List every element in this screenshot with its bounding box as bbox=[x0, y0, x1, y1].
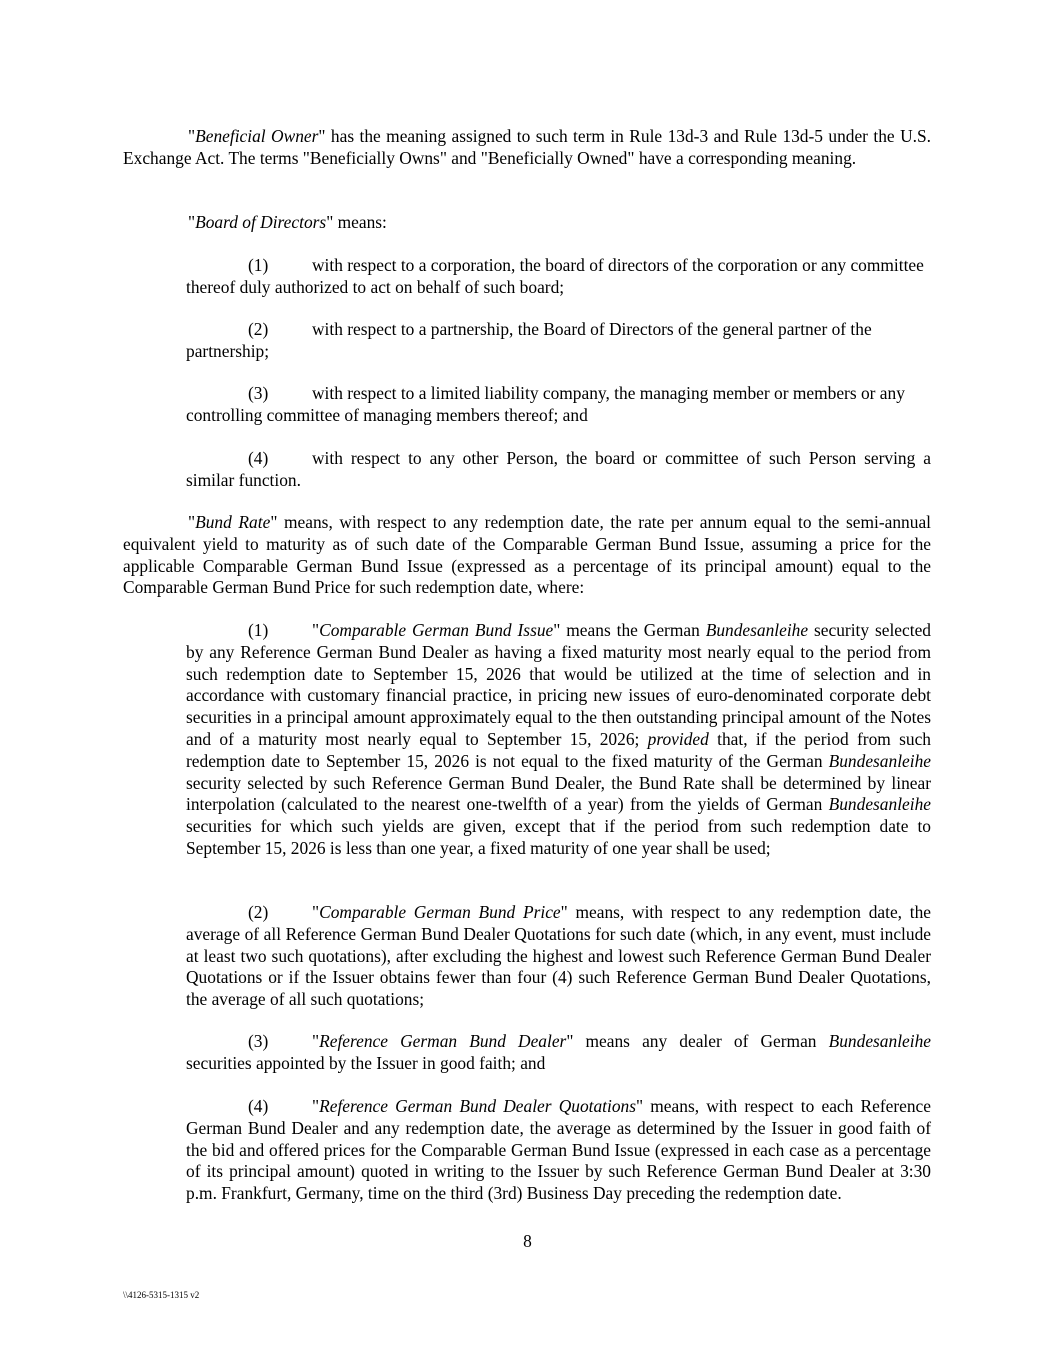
item-number: (3) bbox=[248, 1031, 269, 1051]
item-number: (3) bbox=[248, 383, 269, 403]
defined-term: Reference German Bund Dealer Quotations bbox=[319, 1096, 636, 1116]
item-number: (4) bbox=[248, 448, 269, 468]
definition-board-of-directors: "Board of Directors" means: bbox=[188, 212, 387, 232]
item-number: (1) bbox=[248, 620, 269, 640]
bund-item-2: (2) "Comparable German Bund Price" means, with respect to any redemption date, the average of all Reference German Bund Dealer Quotations for such date (which, in any event, must include at least two such quotations), after excluding the highest and lowest such Reference German Bund Dealer Quotations or if the Issuer obtains fewer than four (4) such Reference German Bund Dealer Quotations, the average of all such quotations; bbox=[186, 902, 931, 1010]
board-item-1 bbox=[186, 255, 931, 299]
defined-term: Comparable German Bund Issue bbox=[319, 620, 554, 640]
item-text: with respect to a partnership, the Board of Directors of the general partner of the partnership; bbox=[186, 319, 872, 361]
page-number: 8 bbox=[523, 1231, 532, 1251]
item-number: (2) bbox=[248, 902, 269, 922]
bund-item-4: (4) "Reference German Bund Dealer Quotations" means, with respect to each Reference German Bund Dealer and any redemption date, the average as determined by the Issuer in good faith of the bid and offered prices for the Comparable German Bund Issue (expressed in each case as a percentage of its principal amount) quoted in writing to the Issuer by such Reference German Bund Dealer at 3:30 p.m. Frankfurt, Germany, time on the third (3rd) Business Day preceding the redemption date. bbox=[186, 1096, 931, 1204]
item-text: " means, with respect to any redemption date, the average of all Reference German Bund Dealer Quotations for such date (which, in any event, must include at least two such quotations), after excluding the highest and lowest such Reference German Bund Dealer Quotations or if the Issuer obtains fewer than four (4) such Reference German Bund Dealer Quotations, the average of all such quotations; bbox=[186, 902, 931, 1010]
board-item-2 bbox=[186, 319, 931, 363]
defined-term: Comparable German Bund Price bbox=[319, 902, 561, 922]
item-text: with respect to any other Person, the board or committee of such Person serving a similar function. bbox=[186, 448, 931, 490]
defined-term: Beneficial Owner bbox=[195, 126, 319, 146]
bund-item-1: (1) "Comparable German Bund Issue" means the German Bundesanleihe security selected by any Reference German Bund Dealer as having a fixed maturity most nearly equal to the period from such redemption date to September 15, 2026 that would be utilized at the time of selection and in accordance with customary financial practice, in pricing new issues of euro-denominated corporate debt securities in a principal amount approximately equal to the then outstanding principal amount of the Notes and of a maturity most nearly equal to September 15, 2026; provided that, if the period from such redemption date to September 15, 2026 is not equal to the fixed maturity of the German Bundesanleihe security selected by such Reference German Bund Dealer, the Bund Rate shall be determined by linear interpolation (calculated to the nearest one-twelfth of a year) from the yields of German Bundesanleihe securities for which such yields are given, except that if the period from such redemption date to September 15, 2026 is less than one year, a fixed maturity of one year shall be used; bbox=[186, 620, 931, 858]
board-item-3 bbox=[186, 383, 931, 427]
board-item-4 bbox=[186, 448, 931, 492]
definition-text: " has the meaning assigned to such term in Rule 13d-3 and Rule 13d-5 under the U.S. Exchange Act. The terms "Beneficially Owns" and "Beneficially Owned" have a corresponding meaning. bbox=[123, 126, 931, 168]
item-number: (4) bbox=[248, 1096, 269, 1116]
definition-beneficial-owner: "Beneficial Owner" has the meaning assigned to such term in Rule 13d-3 and Rule 13d-5 under the U.S. Exchange Act. The terms "Beneficially Owns" and "Beneficially Owned" have a corresponding meaning. bbox=[123, 126, 931, 168]
item-text: " means, with respect to each Reference German Bund Dealer and any redemption date, the average as determined by the Issuer in good faith of the bid and offered prices for the Comparable German Bund Issue (expressed in each case as a percentage of its principal amount) quoted in writing to the Issuer by such Reference German Bund Dealer at 3:30 p.m. Frankfurt, Germany, time on the third (3rd) Business Day preceding the redemption date. bbox=[186, 1096, 931, 1204]
defined-term: Reference German Bund Dealer bbox=[319, 1031, 567, 1051]
defined-term: Bund Rate bbox=[195, 512, 271, 532]
definition-text: " means: bbox=[326, 212, 387, 232]
item-number: (1) bbox=[248, 255, 269, 275]
bund-item-3: (3) "Reference German Bund Dealer" means any dealer of German Bundesanleihe securities appointed by the Issuer in good faith; and bbox=[186, 1031, 931, 1073]
defined-term: Board of Directors bbox=[195, 212, 327, 232]
definition-bund-rate: "Bund Rate" means, with respect to any redemption date, the rate per annum equal to the semi-annual equivalent yield to maturity as of such date of the Comparable German Bund Issue, assuming a price for the applicable Comparable German Bund Issue (expressed as a percentage of its principal amount) equal to the Comparable German Bund Price for such redemption date, where: bbox=[123, 512, 931, 598]
item-text: with respect to a corporation, the board of directors of the corporation or any committee thereof duly authorized to act on behalf of such board; bbox=[186, 255, 924, 297]
item-number: (2) bbox=[248, 319, 269, 339]
definition-text: " means, with respect to any redemption date, the rate per annum equal to the semi-annual equivalent yield to maturity as of such date of the Comparable German Bund Issue, assuming a price for the applicable Comparable German Bund Issue (expressed as a percentage of its principal amount) equal to the Comparable German Bund Price for such redemption date, where: bbox=[123, 512, 931, 598]
document-reference-footer: \\4126-5315-1315 v2 bbox=[123, 1290, 200, 1300]
item-text: with respect to a limited liability company, the managing member or members or any controlling committee of managing members thereof; and bbox=[186, 383, 905, 425]
